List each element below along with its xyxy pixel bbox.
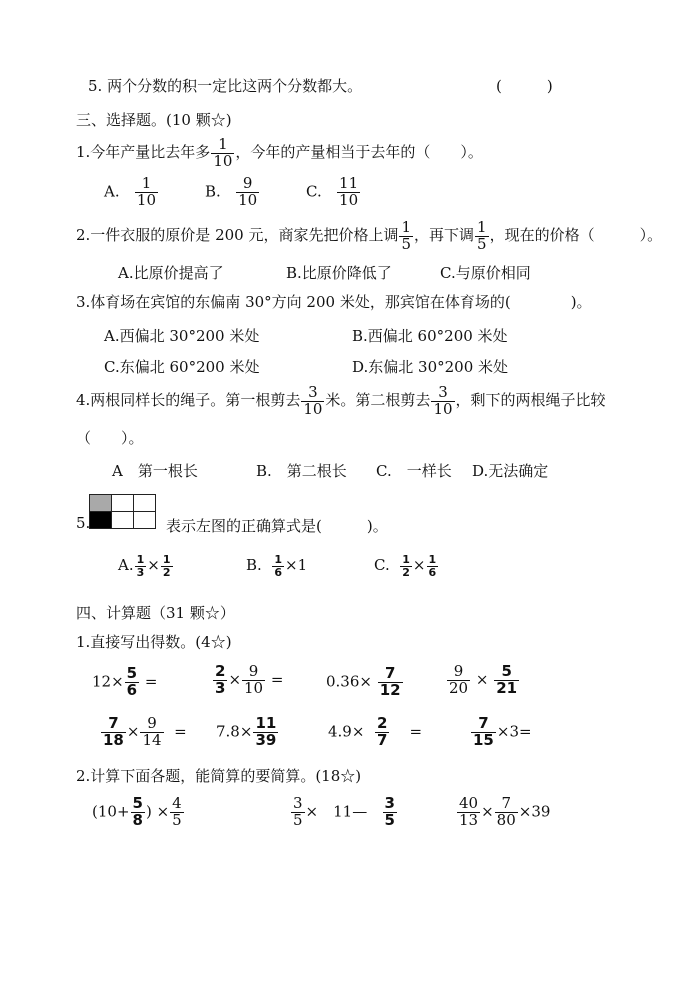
fraction-grid-figure <box>89 494 156 529</box>
q1-option-a[interactable]: A. $\frac{1}{10}$ <box>104 174 157 209</box>
q4-option-a[interactable]: A 第一根长 <box>112 462 198 480</box>
q3-option-c[interactable]: C.东偏北 60°200 米处 <box>104 358 260 376</box>
q2-option-c[interactable]: C.与原价相同 <box>440 264 531 282</box>
q2-question: 2.一件衣服的原价是 200 元，商家先把价格上调 $\frac{1}{5}$ ，再下调 $\frac{1}{5}$ ，现在的价格（ ）。 <box>76 217 663 253</box>
q3-option-a[interactable]: A.西偏北 30°200 米处 <box>104 327 260 345</box>
calc-item: $\frac{9}{20}$ × $\frac{5}{21}$ <box>449 662 518 697</box>
q5-number: 5. <box>76 514 91 532</box>
q5-question: 表示左图的正确算式是( )。 <box>166 517 388 535</box>
q5-option-b[interactable]: B. $\frac{1}{6}$ ×1 <box>246 553 308 579</box>
section-3-heading: 三、选择题。(10 颗☆) <box>76 111 232 129</box>
q4-option-b[interactable]: B. 第二根长 <box>256 462 347 480</box>
fraction: $\frac{1}{10}$ <box>136 174 157 209</box>
judge-item-5 <box>88 76 362 96</box>
calc-item: 12× $\frac{5}{6}$ = <box>92 664 158 699</box>
calc-part-2-title: 2.计算下面各题，能简算的要简算。(18☆) <box>76 767 362 785</box>
q4-option-d[interactable]: D.无法确定 <box>472 462 549 480</box>
q3-option-d[interactable]: D.东偏北 30°200 米处 <box>352 358 509 376</box>
fraction: $\frac{1}{10}$ <box>213 134 233 170</box>
fraction: $\frac{1}{5}$ <box>401 217 412 253</box>
q4-question: 4.两根同样长的绳子。第一根剪去 $\frac{3}{10}$ 米。第二根剪去 $\frac{3}{10}$ ，剩下的两根绳子比较 <box>76 382 606 418</box>
calc-expression-1: (10+ $\frac{5}{8}$ ) × $\frac{4}{5}$ <box>92 794 182 829</box>
fraction: $\frac{3}{10}$ <box>433 382 453 418</box>
q5-option-a[interactable]: A. $\frac{1}{3}$ × $\frac{1}{2}$ <box>118 553 171 579</box>
fraction: $\frac{3}{10}$ <box>303 382 323 418</box>
calc-expression-2: $\frac{3}{5}$ × 11— $\frac{3}{5}$ <box>293 794 395 829</box>
calc-item: $\frac{2}{3}$ × $\frac{9}{10}$ = <box>215 662 284 697</box>
calc-expression-3: $\frac{40}{13}$ × $\frac{7}{80}$ ×39 <box>459 794 551 829</box>
fraction: $\frac{11}{10}$ <box>339 174 359 209</box>
judge-item-5-text: 5. 两个分数的积一定比这两个分数都大。 <box>88 77 363 95</box>
q1-option-b[interactable]: B. $\frac{9}{10}$ <box>205 174 258 209</box>
q1-question: 1.今年产量比去年多 $\frac{1}{10}$ ，今年的产量相当于去年的（ ）。 <box>76 134 483 170</box>
calc-item: $\frac{7}{15}$ ×3= <box>473 714 532 749</box>
section-4-heading: 四、计算题（31 颗☆） <box>76 604 235 622</box>
judge-item-5-answer-paren[interactable]: ( ) <box>496 77 553 95</box>
q2-option-a[interactable]: A.比原价提高了 <box>118 264 224 282</box>
calc-item: 4.9× $\frac{2}{7}$ = <box>328 714 423 749</box>
q3-option-b[interactable]: B.西偏北 60°200 米处 <box>352 327 508 345</box>
q4-option-c[interactable]: C. 一样长 <box>376 462 452 480</box>
q1-option-c[interactable]: C. $\frac{11}{10}$ <box>306 174 359 209</box>
q3-question: 3.体育场在宾馆的东偏南 30°方向 200 米处，那宾馆在体育场的( )。 <box>76 293 592 311</box>
fraction: $\frac{1}{5}$ <box>477 217 487 253</box>
q4-answer-paren[interactable]: （ ）。 <box>76 429 144 447</box>
q2-option-b[interactable]: B.比原价降低了 <box>286 264 392 282</box>
calc-item: 0.36× $\frac{7}{12}$ <box>326 664 401 699</box>
calc-item: 7.8× $\frac{11}{39}$ <box>216 714 277 749</box>
fraction: $\frac{9}{10}$ <box>238 174 258 209</box>
q5-option-c[interactable]: C. $\frac{1}{2}$ × $\frac{1}{6}$ <box>374 553 437 579</box>
calc-item: $\frac{7}{18}$ × $\frac{9}{14}$ = <box>103 714 187 749</box>
calc-part-1-title: 1.直接写出得数。(4☆) <box>76 633 232 651</box>
